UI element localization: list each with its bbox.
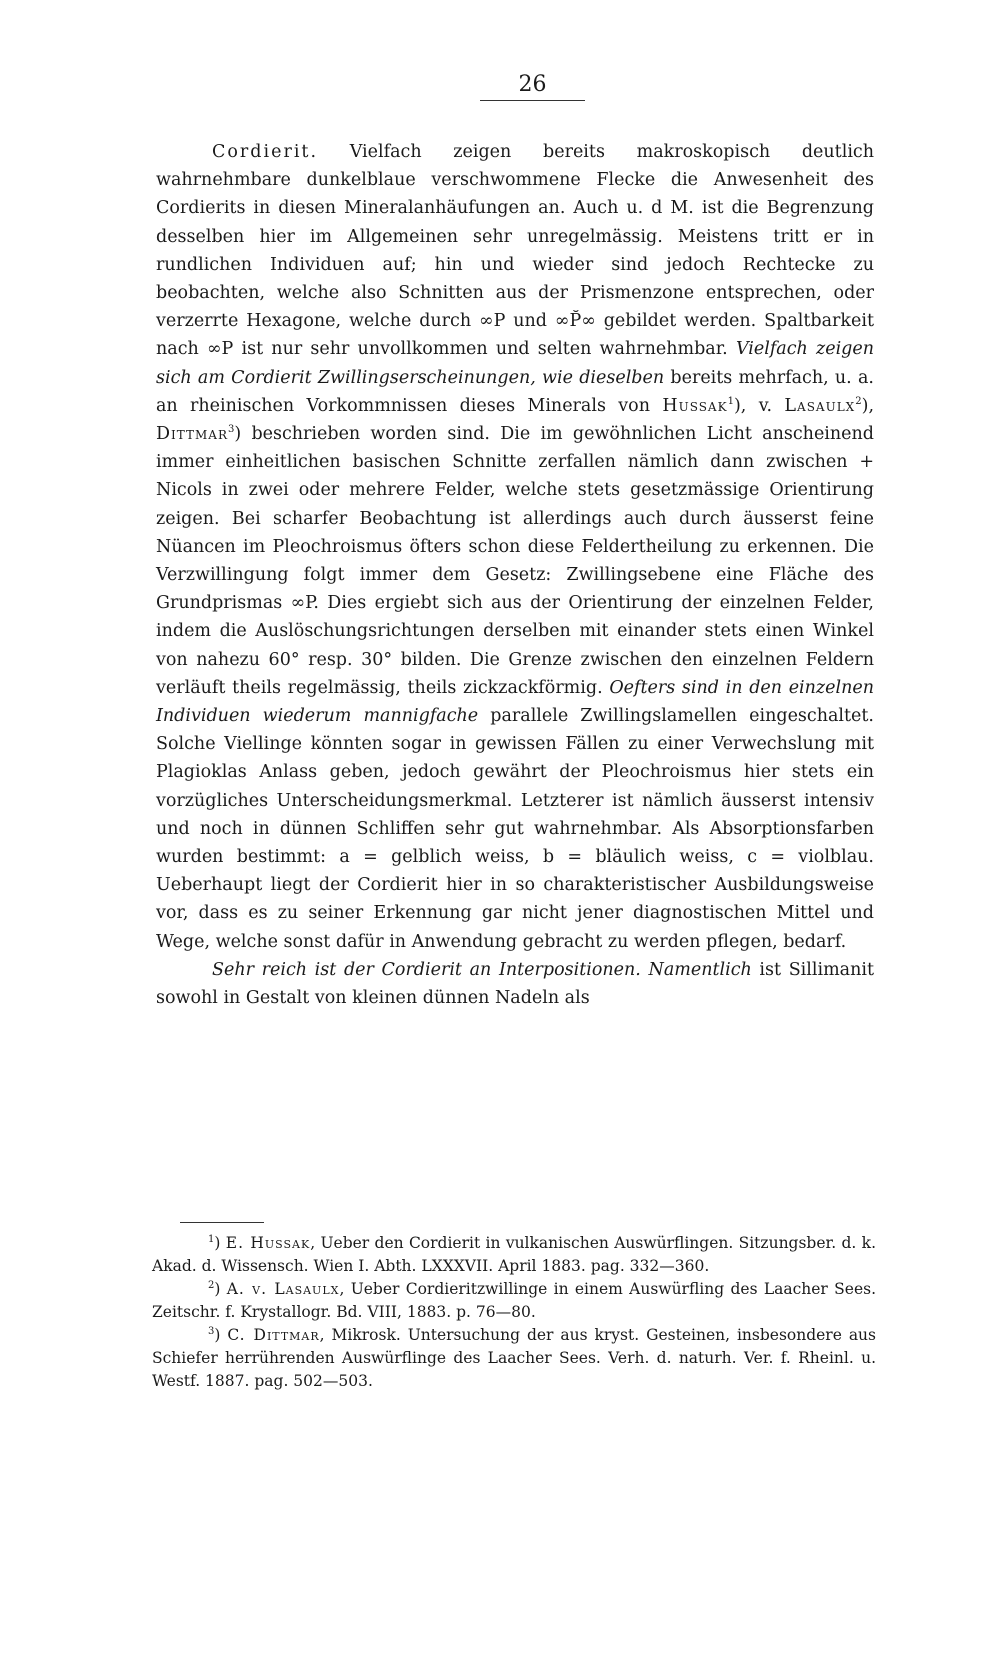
emphasis-run: Oefters sind in den einzelnen Individuen wiederum mannigfache	[156, 677, 874, 727]
text-run: ist Sillimanit sowohl in Gestalt von kleinen dünnen Nadeln als	[156, 959, 875, 1009]
footnote-divider	[180, 1222, 264, 1223]
text-run: ,	[868, 395, 875, 416]
emphasis-run: Sehr reich ist der Cordierit an Interpositionen.	[212, 959, 641, 980]
paragraph-cordierit: Cordierit. Vielfach zeigen bereits makroskopisch deutlich wahrnehmbare dunkelblaue verschwommene Flecke die Anwesenheit des Cordierits in diesen Mineralanhäufungen an. Auch u. d M. ist die Begrenzung desselben hier im Allgemeinen sehr unregelmässig. Meistens tritt er in rundlichen Individuen auf; hin und wieder sind jedoch Rechtecke zu beobachten, welche also Schnitten aus der Prismenzone entsprechen, oder verzerrte Hexagone, welche durch ∞P und ∞P̆∞ gebildet werden. Spaltbarkeit nach ∞P ist nur sehr unvollkommen und selten wahrnehmbar. Vielfach zeigen sich am Cordierit Zwillingserscheinungen, wie dieselben bereits mehrfach, u. a. an rheinischen Vorkommnissen dieses Minerals von Hussak$^1$), v. Lasaulx$^2$), Dittmar$^3$) beschrieben worden sind. Die im gewöhnlichen Licht anscheinend immer einheitlichen basischen Schnitte zerfallen nämlich dann zwischen + Nicols in zwei oder mehrere Felder, welche stets gesetzmässige Orientirung zeigen. Bei scharfer Beobachtung ist allerdings auch durch äusserst feine Nüancen im Pleochroismus öfters schon diese Feldertheilung zu erkennen. Die Verzwillingung folgt immer dem Gesetz: Zwillingsebene eine Fläche des Grundprismas ∞P. Dies ergiebt sich aus der Orientirung der einzelnen Felder, indem die Auslöschungsrichtungen derselben mit einander stets einen Winkel von nahezu 60° resp. 30° bilden. Die Grenze zwischen den einzelnen Feldern verläuft theils regelmässig, theils zickzackförmig. Oefters sind in den einzelnen Individuen wiederum mannigfache parallele Zwillingslamellen eingeschaltet. Solche Viellinge könnten sogar in gewissen Fällen zu einer Verwechslung mit Plagioklas Anlass geben, jedoch gewährt der Pleochroismus hier stets ein vorzügliches Unterscheidungsmerkmal. Letzterer ist nämlich äusserst intensiv und noch in dünnen Schliffen sehr gut wahrnehmbar. Als Absorptionsfarben wurden bestimmt: a = gelblich weiss, b = bläulich weiss, c = violblau. Ueberhaupt liegt der Cordierit hier in so charakteristischer Ausbildungsweise vor, dass es zu seiner Erkennung gar nicht jener diagnostischen Mittel und Wege, welche sonst dafür in Anwendung gebracht zu werden pflegen, bedarf.	[156, 142, 875, 952]
footnote-number: 2	[208, 1279, 215, 1291]
footnote-number: 1	[208, 1233, 215, 1245]
author-name: Dittmar	[156, 424, 228, 445]
text-run: Vielfach zeigen bereits makroskopisch deutlich wahrnehmbare dunkelblaue verschwommene Flecke die Anwesenheit des Cordierits in diesen Mineralanhäufungen an. Auch u. d M. ist die Begrenzung desselben hier im Allgemeinen sehr unregelmässig. Meistens tritt er in rundlichen Individuen auf; hin und wieder sind jedoch Rechtecke zu beobachten, welche also Schnitten aus der Prismenzone entsprechen, oder verzerrte Hexagone, welche durch ∞P und ∞P̆∞ gebildet werden. Spaltbarkeit nach ∞P ist nur sehr unvollkommen und selten wahrnehmbar.	[156, 142, 874, 360]
section-lead-word: Cordierit.	[212, 142, 319, 162]
footnote-ref: 1	[727, 396, 734, 407]
footnote-text: , Mikrosk. Untersuchung der aus kryst. Gesteinen, insbesondere aus Schiefer herrührenden Auswürflinge des Laacher Sees. Verh. d. naturh. Ver. f. Rheinl. u. Westf. 1887. pag. 502—503.	[152, 1326, 876, 1390]
page-number: 26	[480, 70, 585, 101]
paragraph-interpositionen	[156, 956, 874, 1012]
footnote-author: A. v. Lasaulx	[226, 1280, 340, 1298]
footnote-ref: 2	[855, 396, 862, 407]
emphasis-run: Vielfach zeigen sich am Cordierit Zwillingserscheinungen, wie dieselben	[156, 339, 874, 388]
footnote-ref: 3	[228, 424, 235, 436]
footnote-number: 3	[208, 1325, 215, 1337]
footnote: $^2$) A. v. Lasaulx, Ueber Cordieritzwillinge in einem Auswürfling des Laacher Sees. Zeitschr. f. Krystallogr. Bd. VIII, 1883. p. 76—80.	[152, 1279, 876, 1321]
footnotes	[152, 1232, 876, 1393]
text-run: beschrieben worden sind. Die im gewöhnlichen Licht anscheinend immer einheitlichen basischen Schnitte zerfallen nämlich dann zwischen + Nicols in zwei oder mehrere Felder, welche stets gesetzmässige Orientirung zeigen. Bei scharfer Beobachtung ist allerdings auch durch äusserst feine Nüancen im Pleochroismus öfters schon diese Feldertheilung zu erkennen. Die Verzwillingung folgt immer dem Gesetz: Zwillingsebene eine Fläche des Grundprismas ∞P. Dies ergiebt sich aus der Orientirung der einzelnen Felder, indem die Auslöschungsrichtungen derselben mit einander stets einen Winkel von nahezu 60° resp. 30° bilden. Die Grenze zwischen den einzelnen Feldern verläuft theils regelmässig, theils zickzackförmig.	[156, 424, 874, 698]
emphasis-run: Namentlich	[640, 959, 752, 980]
footnote-text: , Ueber den Cordierit in vulkanischen Auswürflingen. Sitzungsber. d. k. Akad. d. Wissensch. Wien I. Abth. LXXXVII. April 1883. pag. 332—360.	[152, 1234, 876, 1275]
body-text	[156, 138, 874, 1012]
footnote: $^3$) C. Dittmar, Mikrosk. Untersuchung der aus kryst. Gesteinen, insbesondere aus Schiefer herrührenden Auswürflinge des Laacher Sees. Verh. d. naturh. Ver. f. Rheinl. u. Westf. 1887. pag. 502—503.	[152, 1325, 876, 1390]
author-name: Hussak	[662, 395, 728, 416]
footnote: $^1$) E. Hussak, Ueber den Cordierit in vulkanischen Auswürflingen. Sitzungsber. d. k. Akad. d. Wissensch. Wien I. Abth. LXXXVII. April 1883. pag. 332—360.	[152, 1233, 876, 1275]
author-name: Lasaulx	[784, 395, 856, 416]
text-run: , v.	[740, 395, 785, 416]
footnote-author: E. Hussak	[225, 1234, 311, 1252]
footnote-text: , Ueber Cordieritzwillinge in einem Auswürfling des Laacher Sees. Zeitschr. f. Krystallogr. Bd. VIII, 1883. p. 76—80.	[152, 1280, 876, 1321]
footnote-author: C. Dittmar	[227, 1326, 320, 1344]
text-run: bereits mehrfach, u. a. an rheinischen Vorkommnissen dieses Minerals von	[156, 367, 874, 416]
text-run: parallele Zwillingslamellen eingeschaltet. Solche Viellinge könnten sogar in gewissen Fällen zu einer Verwechslung mit Plagioklas Anlass geben, jedoch gewährt der Pleochroismus hier stets ein vorzügliches Unterscheidungsmerkmal. Letzterer ist nämlich äusserst intensiv und noch in dünnen Schliffen sehr gut wahrnehmbar. Als Absorptionsfarben wurden bestimmt: a = gelblich weiss, b = bläulich weiss, c = violblau. Ueberhaupt liegt der Cordierit hier in so charakteristischer Ausbildungsweise vor, dass es zu seiner Erkennung gar nicht jener diagnostischen Mittel und Wege, welche sonst dafür in Anwendung gebracht zu werden pflegen, bedarf.	[156, 706, 874, 952]
